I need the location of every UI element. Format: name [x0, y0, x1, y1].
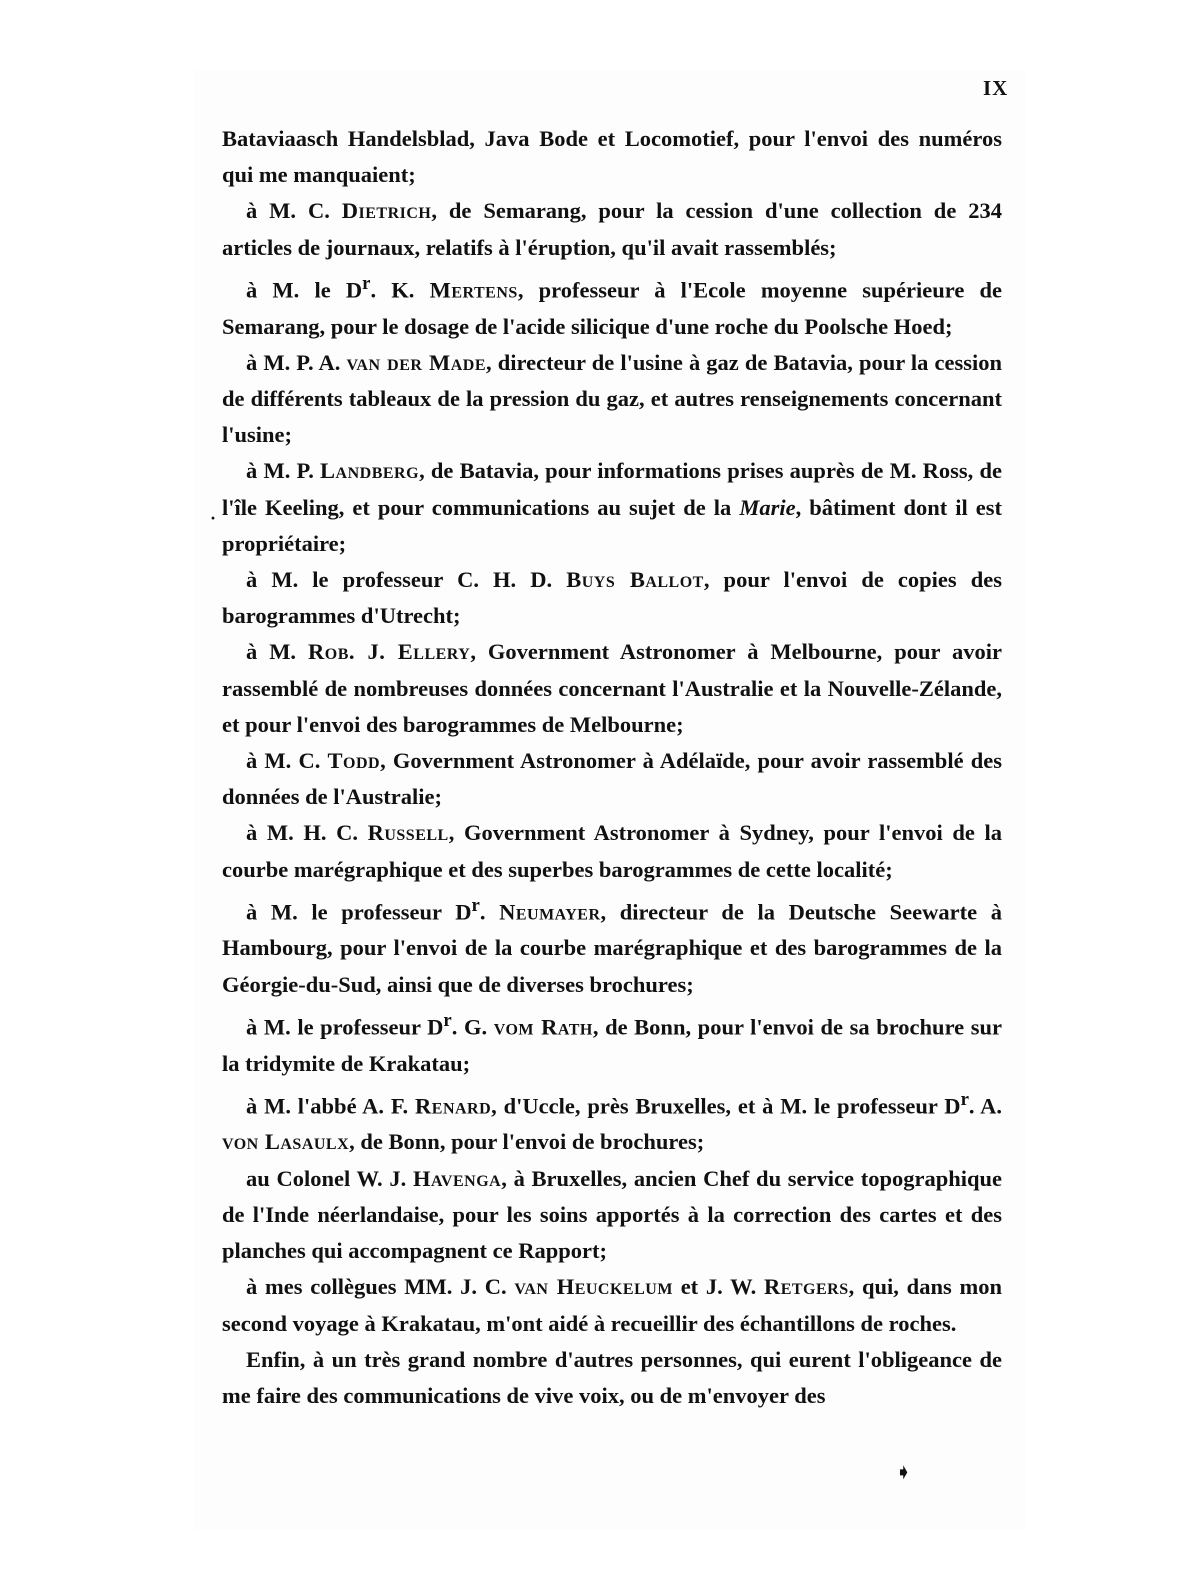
paragraph-enfin — [222, 1342, 1002, 1414]
text-run: à M. le professeur D — [246, 1014, 444, 1040]
text-run: , de Bonn, pour l'envoi de brochures; — [349, 1129, 705, 1155]
paragraph-buys-ballot — [222, 562, 1002, 634]
text-run: . A. — [968, 1093, 1002, 1119]
text-run: , Government Astronomer à Adélaïde, pour avoir rassemblé des données de l'Australie; — [222, 747, 1002, 810]
text-run: . — [479, 899, 500, 925]
superscript: r — [960, 1088, 969, 1110]
text-run: , Government Astronomer à Melbourne, pour avoir rassemblé de nombreuses données concernant l'Australie et la Nouvelle-Zélande, et pour l'envoi des barogrammes de Melbourne; — [222, 639, 1003, 737]
text-run: , professeur à l'Ecole moyenne supérieure de Semarang, pour le dosage de l'acide silicique d'une roche du Poolsche Hoed; — [222, 277, 1002, 339]
paragraph-havenga — [222, 1161, 1002, 1270]
text-run: à M. P. A. — [246, 349, 347, 375]
paragraph-colleagues — [222, 1269, 1002, 1341]
page-number: IX — [983, 76, 1009, 100]
paragraph-todd — [222, 743, 1002, 815]
paragraph-russell — [222, 815, 1002, 887]
stray-mark: · — [210, 508, 217, 528]
person-name: Neumayer — [499, 899, 601, 925]
text-run: , bâtiment dont il est propriétaire; — [222, 494, 1003, 556]
paragraph-ellery — [222, 634, 1002, 743]
person-name: van der Made — [346, 349, 487, 375]
text-run: . G. — [451, 1014, 494, 1040]
text-run: . K. — [370, 277, 430, 303]
person-name: Landberg — [320, 458, 420, 484]
superscript: r — [471, 894, 480, 916]
person-name: Mertens — [429, 277, 518, 303]
text-run: à M. l'abbé A. F. — [246, 1093, 416, 1119]
person-name: Buys Ballot — [566, 566, 704, 592]
text-run: , pour l'envoi de copies des barogrammes d'Utrecht; — [222, 566, 1002, 629]
text-run: , de Semarang, pour la cession d'une collection de 234 articles de journaux, relatifs à l'éruption, qu'il avait rassemblés; — [222, 198, 1002, 260]
text-run: à M. le professeur C. H. D. — [246, 566, 567, 592]
text-run: , directeur de la Deutsche Seewarte à Hambourg, pour l'envoi de la courbe marégraphique et des barogrammes de la Géorgie-du-Sud, ainsi que de diverses brochures; — [222, 899, 1002, 997]
paragraph-renard-lasaulx — [222, 1082, 1002, 1161]
superscript: r — [362, 272, 371, 294]
person-name: Havenga — [412, 1165, 502, 1191]
person-name: Renard — [415, 1093, 492, 1119]
paragraph-van-der-made — [222, 345, 1002, 454]
person-name: Todd — [327, 747, 381, 773]
text-run: , d'Uccle, près Bruxelles, et à M. le professeur D — [491, 1093, 961, 1119]
text-run: , de Bonn, pour l'envoi de sa brochure sur la tridymite de Krakatau; — [222, 1014, 1002, 1076]
body-text — [222, 121, 1002, 1414]
text-run: à M. le professeur D — [246, 899, 472, 925]
text-run: Bataviaasch Handelsblad, Java Bode et Locomotief, pour l'envoi des numéros qui me manquaient; — [222, 126, 1002, 188]
paragraph-landberg — [222, 453, 1002, 562]
text-run: , Government Astronomer à Sydney, pour l'envoi de la courbe marégraphique et des superbes barogrammes de cette localité; — [222, 820, 1002, 882]
text-run: , qui, dans mon second voyage à Krakatau, m'ont aidé à recueillir des échantillons de roches. — [222, 1274, 1002, 1336]
text-run: à M. H. C. — [246, 820, 368, 846]
text-run: , directeur de l'usine à gaz de Batavia, pour la cession de différents tableaux de la pression du gaz, et autres renseignements concernant l'usine; — [222, 349, 1002, 448]
person-name: von Lasaulx — [222, 1129, 350, 1155]
footer-mark: ➧ — [896, 1462, 912, 1482]
text-run: et J. W. — [672, 1274, 764, 1300]
text-run: à mes collègues MM. J. C. — [246, 1274, 515, 1300]
person-name: vom Rath — [493, 1014, 593, 1040]
text-run: , de Batavia, pour informations prises auprès de M. Ross, de l'île Keeling, et pour communications au sujet de la — [222, 458, 1002, 520]
text-run: à M. C. — [246, 747, 328, 773]
text-run: à M. le D — [246, 277, 363, 303]
person-name: Retgers — [763, 1274, 849, 1300]
paragraph-newspapers — [222, 121, 1002, 193]
text-run: Enfin, à un très grand nombre d'autres personnes, qui eurent l'obligeance de me faire des communications de vive voix, ou de m'envoyer des — [222, 1346, 1002, 1408]
person-name: Russell — [367, 820, 449, 846]
text-run: , à Bruxelles, ancien Chef du service topographique de l'Inde néerlandaise, pour les soins apportés à la correction des cartes et des planches qui accompagnent ce Rapport; — [222, 1165, 1003, 1264]
text-run: à M. C. — [246, 198, 342, 224]
text-run: à M. — [246, 639, 309, 665]
superscript: r — [443, 1009, 452, 1031]
person-name: van Heuckelum — [514, 1274, 673, 1300]
paragraph-mertens — [222, 266, 1002, 345]
person-name: Rob. J. Ellery — [308, 639, 471, 665]
paragraph-neumayer — [222, 888, 1002, 1003]
paragraph-dietrich — [222, 193, 1002, 265]
person-name: Dietrich — [341, 198, 432, 224]
text-run: à M. P. — [246, 458, 321, 484]
paragraph-vom-rath — [222, 1003, 1002, 1082]
text-run: au Colonel W. J. — [246, 1165, 413, 1191]
ship-name: Marie — [739, 494, 796, 520]
